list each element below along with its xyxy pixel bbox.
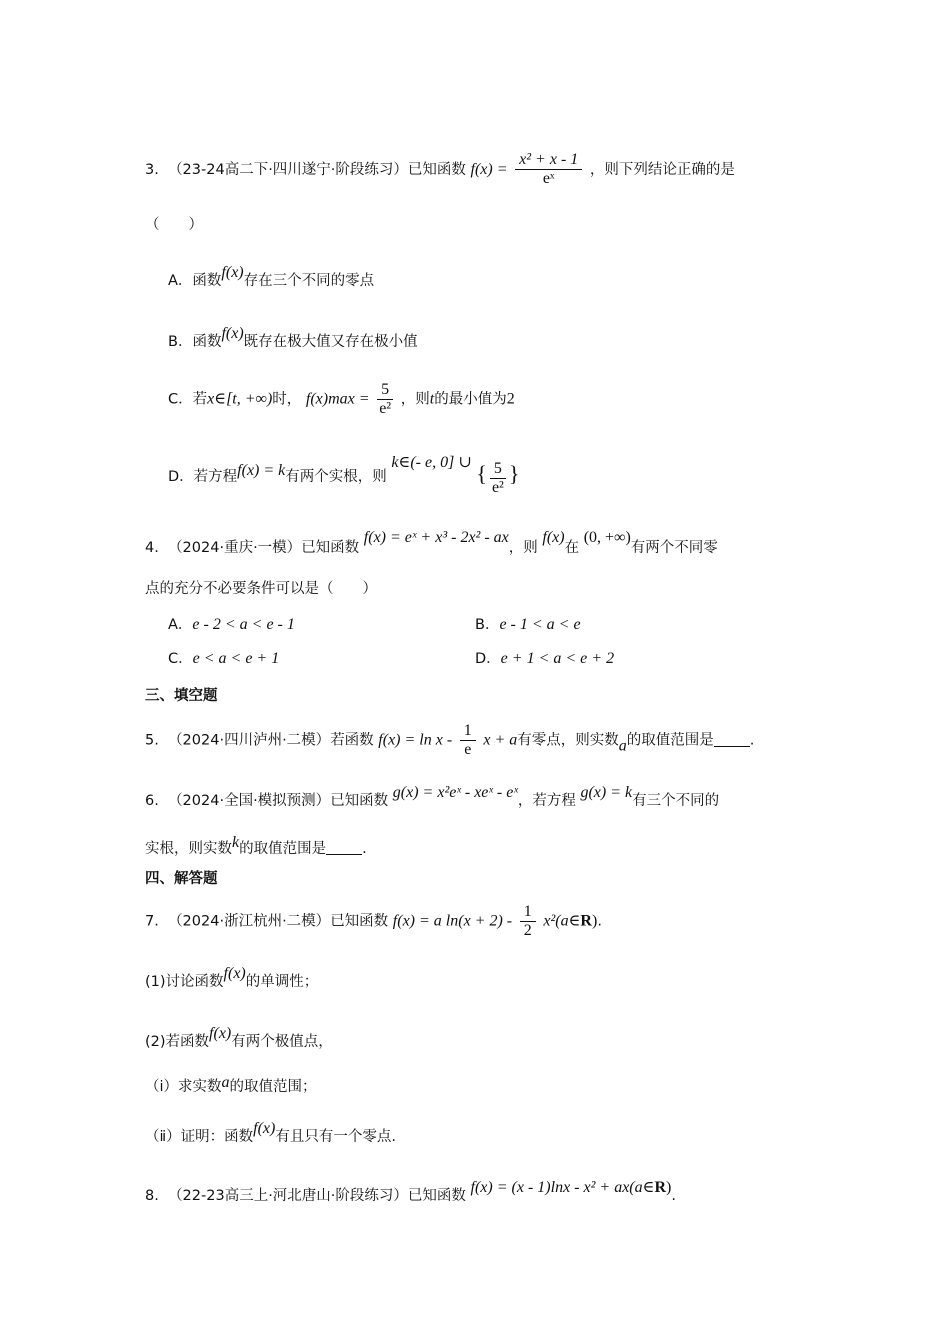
q6-answer-blank[interactable] bbox=[326, 840, 362, 855]
q7-part-2i: （ⅰ）求实数a的取值范围； bbox=[145, 1074, 317, 1095]
q5-stem: 5. （2024·四川泸州·二模）若函数 f(x) = ln x - $\frac{1}{e}$ x + a有零点，则实数a的取值范围是 . bbox=[145, 722, 755, 758]
q4-option-c[interactable]: C．e < a < e + 1 bbox=[168, 650, 280, 667]
q3-stem: 3. （23-24高二下·四川遂宁·阶段练习）已知函数 f(x) = $\frac{\text{x² + x - 1}}{\text{eˣ}}$ ，则下列结论正确的是 bbox=[145, 151, 735, 187]
q4-option-d[interactable]: D．e + 1 < a < e + 2 bbox=[475, 650, 615, 667]
q7-part-1: (1)讨论函数f(x)的单调性； bbox=[145, 965, 319, 990]
q3-option-d[interactable]: D．若方程f(x) = k有两个实根，则 k∈(- e, 0] ∪ { $\frac{5}{\text{e²}}$ } bbox=[168, 454, 520, 496]
q5-answer-blank[interactable] bbox=[714, 732, 750, 747]
q3-option-c[interactable]: C．若x∈[t, +∞)时， f(x)max = $\frac{5}{\text{e²}}$ ，则t的最小值为2 bbox=[168, 381, 515, 417]
q3-answer-paren: （ ） bbox=[145, 217, 203, 233]
q7-part-2ii: （ⅱ）证明：函数f(x)有且只有一个零点. bbox=[145, 1120, 396, 1145]
q4-option-a[interactable]: A．e - 2 < a < e - 1 bbox=[168, 616, 295, 633]
q4-stem: 4. （2024·重庆·一模）已知函数 f(x) = eˣ + x³ - 2x² - ax，则 f(x)在 (0, +∞)有两个不同零 bbox=[145, 529, 718, 556]
q3-option-b[interactable]: B．函数f(x)既存在极大值又存在极小值 bbox=[168, 325, 418, 350]
q3-function-lhs: f(x) = bbox=[470, 161, 508, 178]
q4-option-b[interactable]: B．e - 1 < a < e bbox=[475, 616, 581, 633]
q3-function-fraction: $\frac{\text{x² + x - 1}}{\text{eˣ}}$ bbox=[515, 151, 582, 188]
q7-part-2: (2)若函数f(x)有两个极值点， bbox=[145, 1025, 333, 1050]
q6-stem: 6. （2024·全国·模拟预测）已知函数 g(x) = x²eˣ - xeˣ - eˣ，若方程 g(x) = k有三个不同的 bbox=[145, 784, 720, 809]
section-fill-in-blank: 三、填空题 bbox=[145, 688, 218, 704]
q7-stem: 7. （2024·浙江杭州·二模）已知函数 f(x) = a ln(x + 2) - $\frac{1}{2}$ x²(a∈R). bbox=[145, 903, 602, 939]
q8-stem: 8. （22-23高三上·河北唐山·阶段练习）已知函数 f(x) = (x - 1)lnx - x² + ax(a∈R). bbox=[145, 1179, 676, 1204]
q3-option-a[interactable]: A．函数f(x)存在三个不同的零点 bbox=[168, 264, 375, 289]
q4-stem-line2: 点的充分不必要条件可以是（ ） bbox=[145, 581, 377, 597]
section-problem-solving: 四、解答题 bbox=[145, 871, 218, 887]
q6-stem-line2: 实根，则实数k的取值范围是 . bbox=[145, 834, 367, 857]
